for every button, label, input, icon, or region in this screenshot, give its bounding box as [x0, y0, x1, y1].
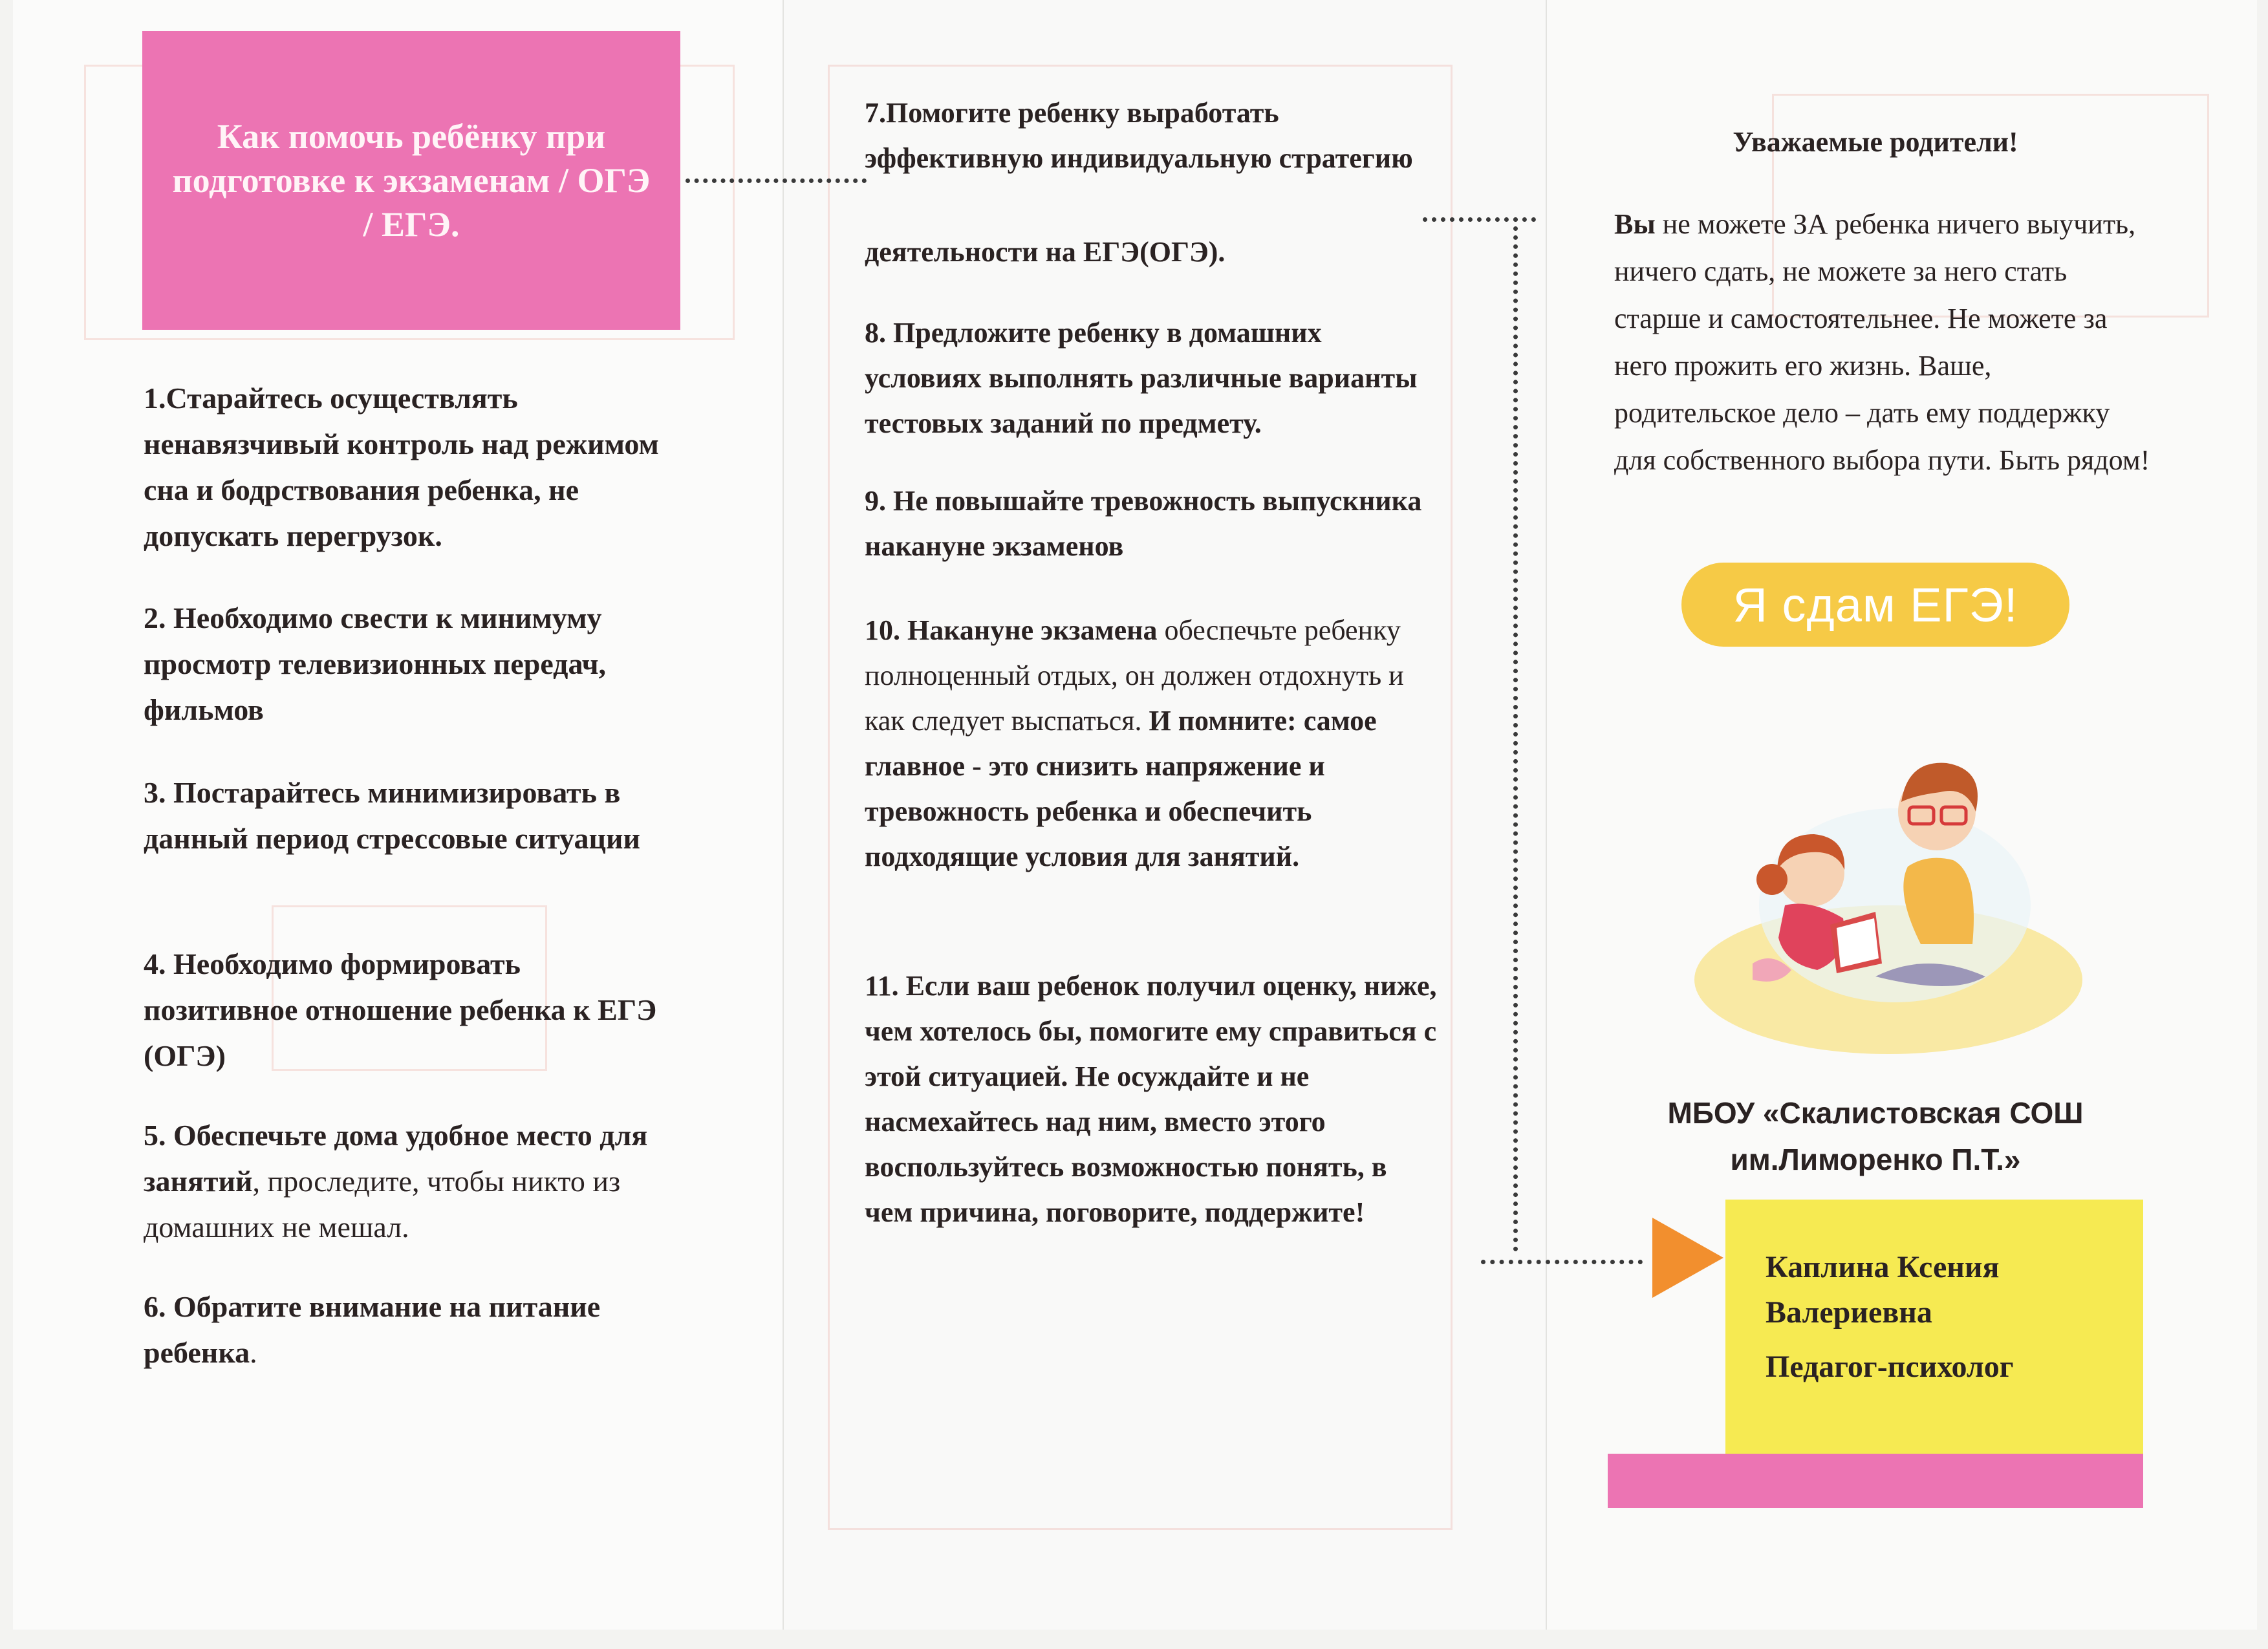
- tip-7: 7.Помогите ребенку выработать эффективную индивидуальную стратегию: [865, 97, 1413, 174]
- dotted-connector: [1423, 217, 1536, 222]
- message-text: не можете ЗА ребенка ничего выучить, ничего сдать, не можете за него стать старше и самостоятельнее. Не можете за него прожить его жизнь. Ваше, родительское дело – дать ему поддержку для собственного выбора пути. Быть рядом!: [1614, 208, 2150, 476]
- greeting-heading: Уважаемые родители!: [1733, 126, 2018, 158]
- tip-11: 11. Если ваш ребенок получил оценку, ниже, чем хотелось бы, помогите ему справиться с этой ситуацией. Не осуждайте и не насмехайтесь над ним, вместо этого воспользуйтесь возможностью понять, в чем причина, поговорите, поддержите!: [865, 970, 1437, 1228]
- tip-1: 1.Старайтесь осуществлять ненавязчивый контроль над режимом сна и бодрствования ребенка, не допускать перегрузок.: [144, 382, 659, 552]
- title-banner: [142, 31, 680, 330]
- fold-line: [783, 0, 784, 1630]
- message-lead: Вы: [1614, 208, 1656, 240]
- dotted-connector: [1481, 1260, 1643, 1264]
- exam-badge-label: Я сдам ЕГЭ!: [1733, 577, 2018, 632]
- tip-10-text: обеспечьте ребенку полноценный отдых, он должен отдохнуть и как следует выспаться.: [865, 614, 1404, 737]
- tip-2: 2. Необходимо свести к минимуму просмотр телевизионных передач, фильмов: [144, 601, 607, 726]
- author-role: Педагог-психолог: [1766, 1350, 2014, 1384]
- arrow-pointer-icon: [1652, 1218, 1723, 1298]
- tip-3: 3. Постарайтесь минимизировать в данный период стрессовые ситуации: [144, 776, 640, 855]
- school-name: МБОУ «Скалистовская СОШ им.Лиморенко П.Т.»: [1667, 1096, 2084, 1176]
- fold-line: [1546, 0, 1547, 1630]
- tip-10: [865, 608, 1434, 879]
- page-title: Как помочь ребёнку при подготовке к экзаменам / ОГЭ / ЕГЭ.: [172, 117, 651, 244]
- tip-8: 8. Предложите ребенку в домашних условиях выполнять различные варианты тестовых заданий по предмету.: [865, 317, 1418, 439]
- tip-5-rest: , проследите, чтобы никто из домашних не мешал.: [144, 1165, 621, 1244]
- tip-6-rest: .: [250, 1336, 257, 1369]
- tip-9: 9. Не повышайте тревожность выпускника накануне экзаменов: [865, 485, 1422, 562]
- tip-5-lead: 5. Обеспечьте дома удобное место для занятий: [144, 1119, 648, 1198]
- tip-5: [144, 1112, 674, 1250]
- students-reading-illustration: [1681, 731, 2082, 1067]
- footer-strip: [1608, 1454, 2143, 1508]
- exam-badge: [1681, 563, 2069, 647]
- tip-10-lead: 10. Накануне экзамена: [865, 614, 1158, 646]
- tip-7-continued: деятельности на ЕГЭ(ОГЭ).: [865, 236, 1226, 268]
- dotted-connector: [686, 178, 867, 183]
- tip-4: 4. Необходимо формировать позитивное отношение ребенка к ЕГЭ (ОГЭ): [144, 947, 657, 1072]
- author-name: Каплина Ксения Валериевна: [1766, 1250, 2000, 1330]
- parents-message: [1614, 200, 2157, 484]
- tip-6-lead: 6. Обратите внимание на питание ребенка: [144, 1290, 601, 1369]
- author-info: [1766, 1245, 2141, 1390]
- dotted-connector: [1513, 217, 1518, 1252]
- tip-10-tail: И помните: самое главное - это снизить напряжение и тревожность ребенка и обеспечить подходящие условия для занятий.: [865, 705, 1377, 872]
- tip-6: [144, 1284, 674, 1375]
